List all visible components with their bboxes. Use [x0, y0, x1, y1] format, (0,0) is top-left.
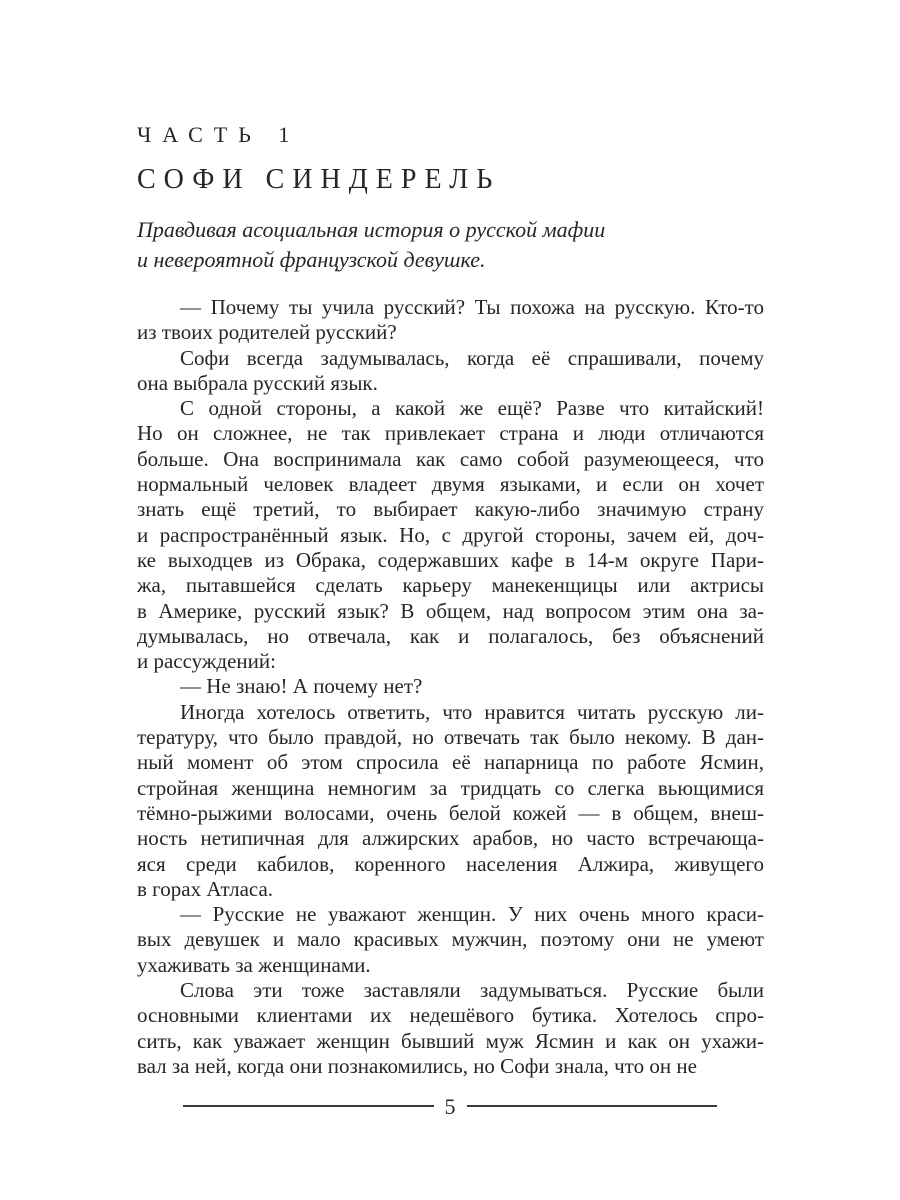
text-line: — Русские не уважают женщин. У них очень много краси-: [180, 902, 764, 927]
text-line: ухаживать за женщинами.: [137, 952, 371, 977]
text-line: думывалась, но отвечала, как и полагалось, без объяснений: [137, 623, 764, 648]
paragraph: [137, 902, 764, 978]
text-line: в горах Атласа.: [137, 876, 274, 901]
text-line: С одной стороны, а какой же ещё? Разве что китайский!: [180, 396, 764, 421]
paragraph: [137, 978, 764, 1079]
text-line: из твоих родителей русский?: [137, 320, 397, 345]
text-line: и рассуждений:: [137, 649, 276, 674]
text-line: основными клиентами их недешёвого бутика. Хотелось спро-: [137, 1003, 764, 1028]
text-line: Иногда хотелось ответить, что нравится читать русскую ли-: [180, 699, 764, 724]
part-label: ЧАСТЬ 1: [137, 122, 301, 147]
paragraph: [137, 674, 764, 699]
text-line: яся среди кабилов, коренного населения Алжира, живущего: [137, 851, 764, 876]
text-line: ный момент об этом спросила её напарница по работе Ясмин,: [137, 750, 764, 775]
paragraph: [137, 700, 764, 902]
chapter-subtitle: [137, 215, 764, 275]
footer-rule-right: [467, 1105, 718, 1107]
chapter-title: СОФИ СИНДЕРЕЛЬ: [137, 164, 501, 195]
text-line: и распространённый язык. Но, с другой стороны, зачем ей, доч-: [137, 522, 764, 547]
text-line: в Америке, русский язык? В общем, над вопросом этим она за-: [137, 598, 764, 623]
text-line: больше. Она воспринимала как само собой разумеющееся, что: [137, 446, 764, 471]
text-line: ке выходцев из Обрака, содержавших кафе в 14-м округе Пари-: [137, 547, 764, 572]
text-line: Софи всегда задумывалась, когда её спрашивали, почему: [180, 345, 764, 370]
text-line: — Почему ты учила русский? Ты похожа на русскую. Кто-то: [180, 295, 764, 319]
page-footer: [183, 1095, 717, 1117]
text-line: ность нетипичная для алжирских арабов, но часто встречающа-: [137, 826, 764, 851]
text-line: тёмно-рыжими волосами, очень белой кожей — в общем, внеш-: [137, 800, 764, 825]
text-line: — Не знаю! А почему нет?: [180, 674, 423, 699]
page-number: 5: [444, 1094, 456, 1119]
paragraph: [137, 396, 764, 674]
subtitle-line: и невероятной французской девушке.: [137, 247, 486, 272]
text-line: Но он сложнее, не так привлекает страна и люди отличаются: [137, 421, 764, 446]
page-body: [137, 295, 764, 1079]
text-line: знать ещё третий, то выбирает какую-либо значимую страну: [137, 497, 764, 522]
text-line: вых девушек и мало красивых мужчин, поэтому они не умеют: [137, 927, 764, 952]
text-line: вал за ней, когда они познакомились, но Софи знала, что он не: [137, 1053, 697, 1078]
text-line: тературу, что было правдой, но отвечать так было некому. В дан-: [137, 725, 764, 750]
text-line: нормальный человек владеет двумя языками, и если он хочет: [137, 472, 764, 497]
text-line: Слова эти тоже заставляли задумываться. Русские были: [180, 978, 764, 1003]
paragraph: [137, 295, 764, 346]
text-line: жа, пытавшейся сделать карьеру манекенщицы или актрисы: [137, 573, 764, 598]
paragraph: [137, 346, 764, 397]
footer-rule-left: [183, 1105, 434, 1107]
text-line: сить, как уважает женщин бывший муж Ясмин и как он ухажи-: [137, 1028, 764, 1053]
text-line: стройная женщина немногим за тридцать со слегка вьющимися: [137, 775, 764, 800]
subtitle-line: Правдивая асоциальная история о русской мафии: [137, 217, 606, 242]
text-line: она выбрала русский язык.: [137, 370, 378, 395]
